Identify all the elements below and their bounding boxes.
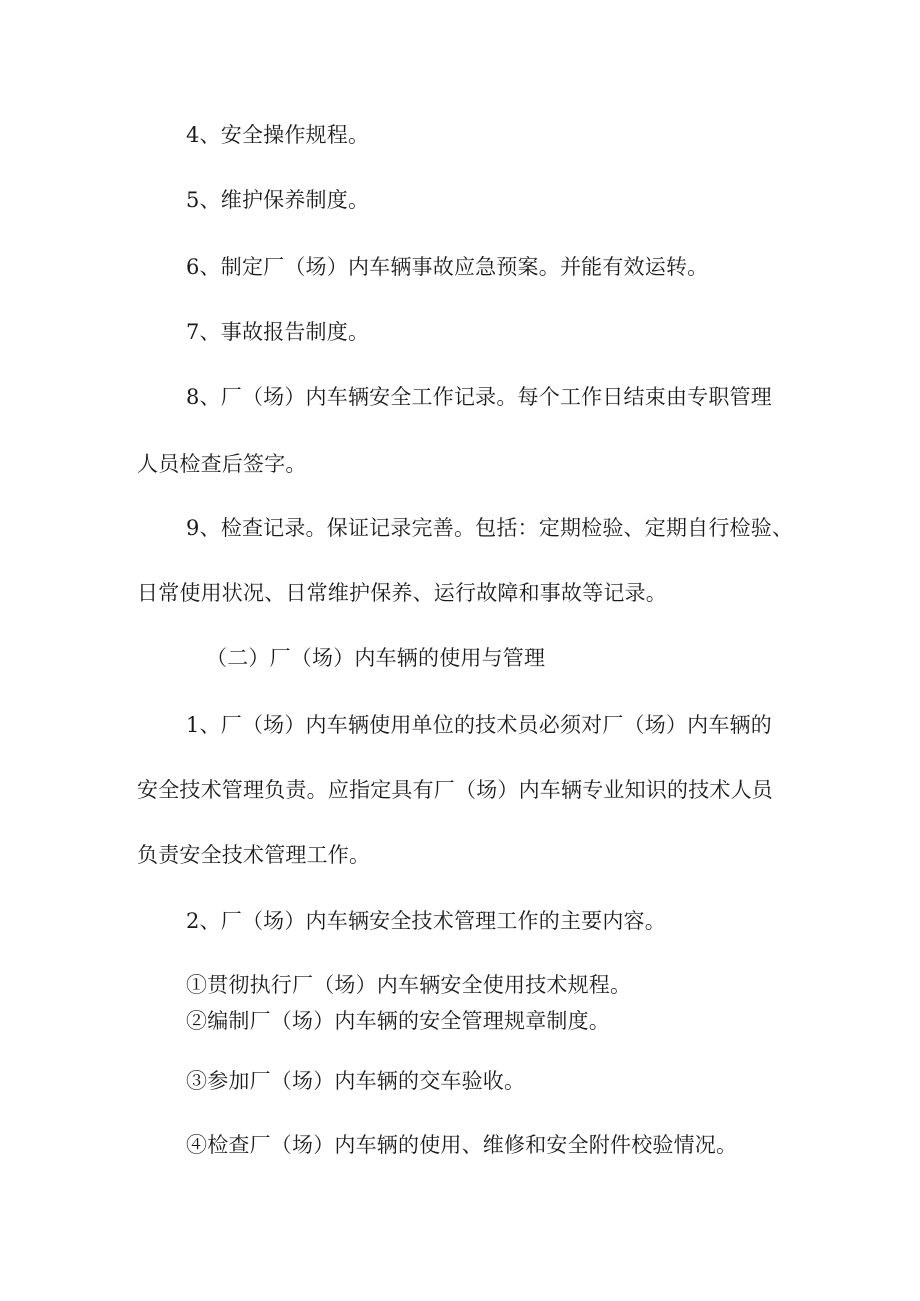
item-8: 8、厂（场）内车辆安全工作记录。每个工作日结束由专职管理 [186, 385, 772, 409]
item-6: 6、制定厂（场）内车辆事故应急预案。并能有效运转。 [186, 255, 709, 279]
sub-item-4: ④检查厂（场）内车辆的使用、维修和安全附件校验情况。 [186, 1133, 738, 1157]
item-9-continued: 日常使用状况、日常维护保养、运行故障和事故等记录。 [137, 581, 667, 605]
item-4: 4、安全操作规程。 [186, 123, 370, 147]
sub-item-3: ③参加厂（场）内车辆的交车验收。 [186, 1069, 526, 1093]
item-7: 7、事故报告制度。 [186, 320, 370, 344]
paragraph-1-end: 负责安全技术管理工作。 [137, 843, 371, 867]
paragraph-1-continued: 安全技术管理负责。应指定具有厂（场）内车辆专业知识的技术人员 [137, 778, 773, 802]
sub-item-1: ①贯彻执行厂（场）内车辆安全使用技术规程。 [186, 973, 632, 997]
sub-item-2: ②编制厂（场）内车辆的安全管理规章制度。 [186, 1009, 610, 1033]
item-5: 5、维护保养制度。 [186, 188, 370, 212]
item-8-continued: 人员检查后签字。 [137, 452, 307, 476]
paragraph-1: 1、厂（场）内车辆使用单位的技术员必须对厂（场）内车辆的 [186, 713, 772, 737]
section-heading: （二）厂（场）内车辆的使用与管理 [206, 646, 546, 670]
paragraph-2: 2、厂（场）内车辆安全技术管理工作的主要内容。 [186, 909, 666, 933]
item-9: 9、检查记录。保证记录完善。包括：定期检验、定期自行检验、 [186, 516, 794, 540]
